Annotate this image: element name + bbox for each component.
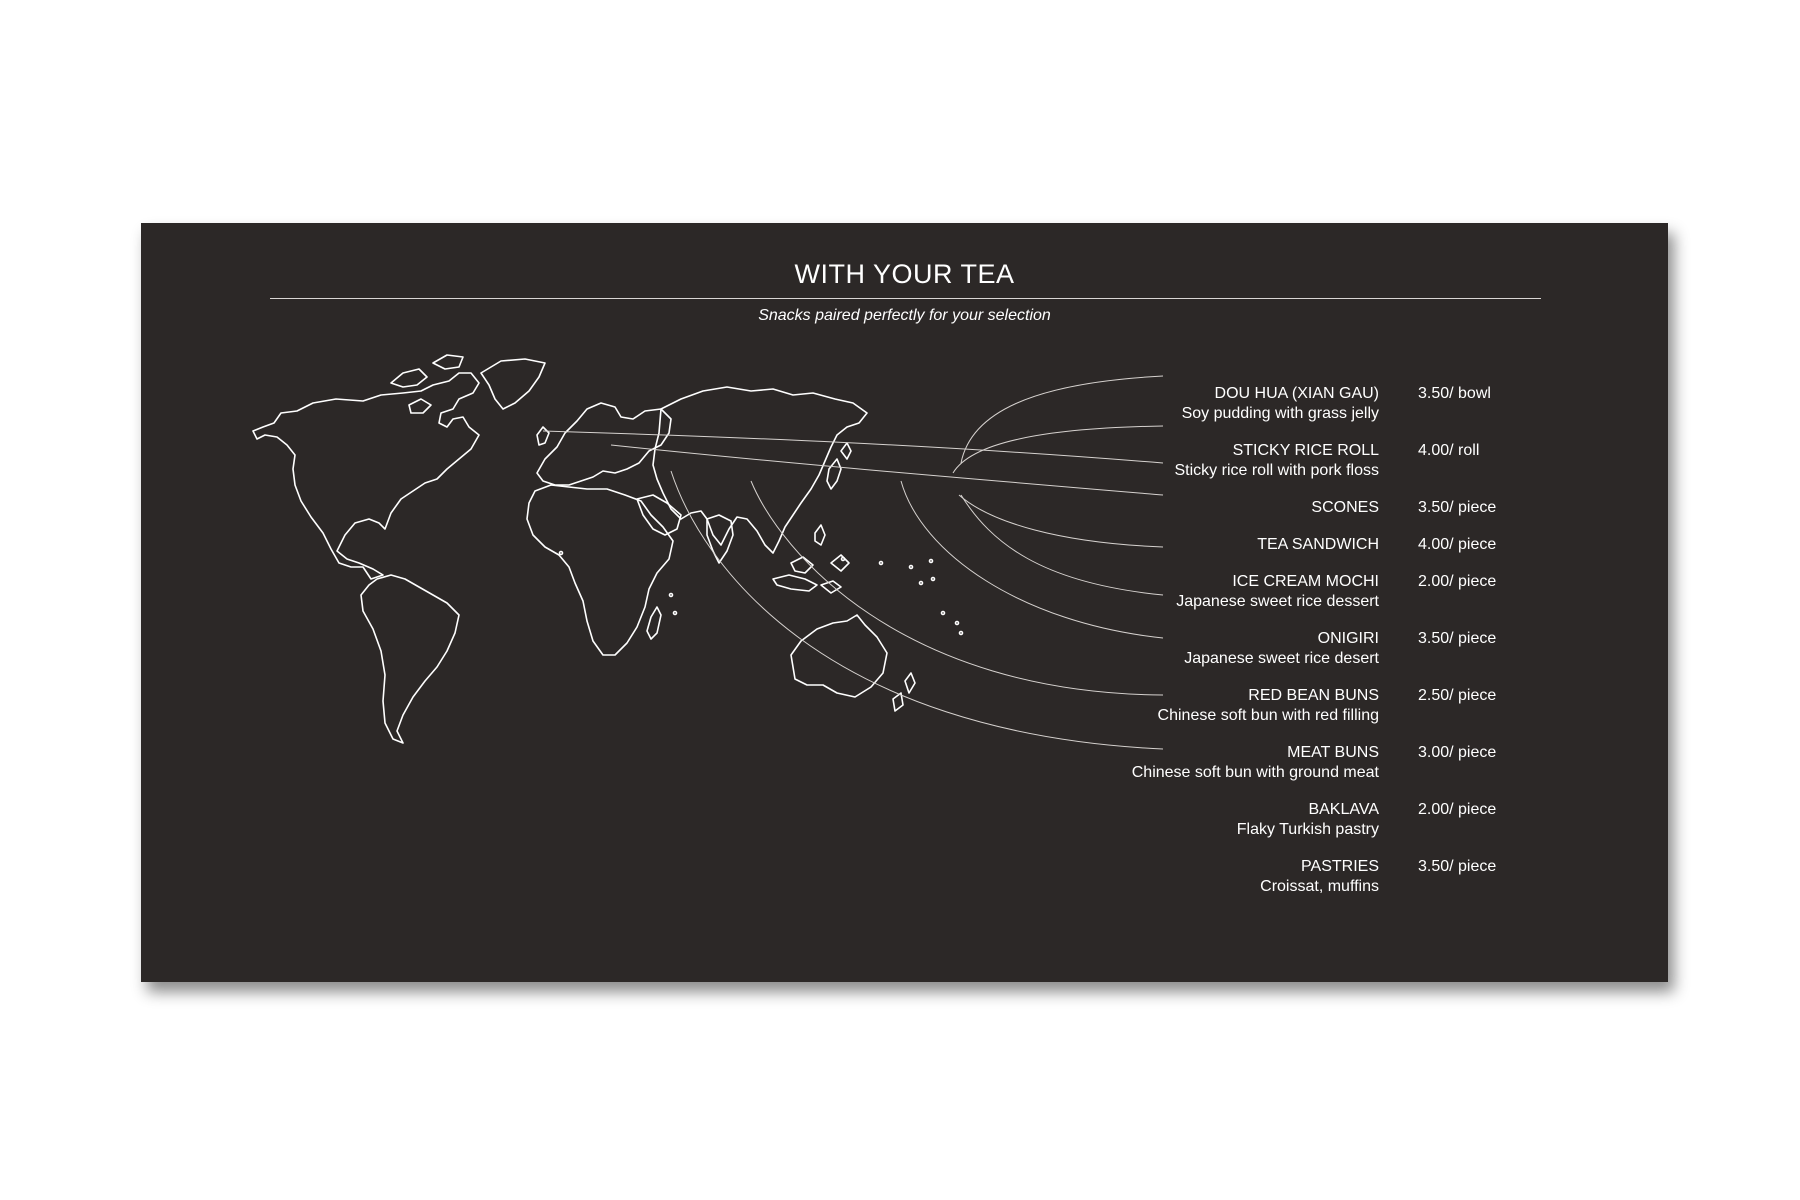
page-title: WITH YOUR TEA [794, 259, 1015, 289]
menu-item-name: PASTRIES [1301, 858, 1379, 875]
menu-item-name: BAKLAVA [1308, 801, 1379, 818]
new-zealand-outline [893, 673, 915, 711]
connector-line-red-bean-buns [901, 481, 1163, 638]
menu-item-name: DOU HUA (XIAN GAU) [1214, 385, 1379, 402]
connector-line-ice-cream-mochi [959, 495, 1163, 547]
menu-item-description: Flaky Turkish pastry [1236, 821, 1379, 838]
menu-item-description: Japanese sweet rice desert [1184, 650, 1379, 667]
menu-item-description: Soy pudding with grass jelly [1181, 405, 1379, 422]
menu-item [1141, 687, 1541, 735]
connector-lines [543, 376, 1163, 749]
menu-item-price: 3.00/ piece [1418, 744, 1497, 761]
greenland-outline [481, 359, 545, 409]
menu-item-name: SCONES [1311, 499, 1379, 516]
menu-item-price: 4.00/ piece [1418, 536, 1497, 553]
menu-item-price: 3.50/ piece [1418, 630, 1497, 647]
connector-line-sticky-rice [953, 426, 1163, 473]
menu-item [1141, 385, 1541, 433]
menu-item-description: Japanese sweet rice dessert [1176, 593, 1379, 610]
menu-item-description: Croissat, muffins [1260, 878, 1379, 895]
menu-item [1131, 744, 1541, 792]
north-america-outline [253, 373, 479, 579]
menu-item [1141, 442, 1541, 490]
menu-item-price: 3.50/ piece [1418, 499, 1497, 516]
menu-item-price: 4.00/ roll [1418, 442, 1480, 459]
page-subtitle: Snacks paired perfectly for your selection [758, 307, 1051, 324]
south-america-outline [361, 575, 459, 743]
menu-item-name: ONIGIRI [1317, 630, 1379, 647]
menu-item-price: 2.00/ piece [1418, 801, 1497, 818]
connector-line-tea-sandwich [611, 445, 1163, 495]
menu-item-price: 2.50/ piece [1418, 687, 1497, 704]
connector-line-baklava [671, 471, 1163, 749]
connector-line-dou-hua [961, 376, 1163, 463]
connector-line-scones [543, 431, 1163, 463]
menu-item-price: 2.00/ piece [1418, 573, 1497, 590]
menu-item-description: Sticky rice roll with pork floss [1174, 462, 1379, 479]
menu-item [1141, 573, 1541, 621]
africa-outline [527, 485, 673, 655]
menu-item [1141, 630, 1541, 678]
menu-item-name: TEA SANDWICH [1257, 536, 1379, 553]
menu-item-name: STICKY RICE ROLL [1232, 442, 1379, 459]
menu-item-name: RED BEAN BUNS [1248, 687, 1379, 704]
asia-outline [653, 387, 867, 553]
philippines-outline [815, 525, 825, 545]
menu-item-price: 3.50/ bowl [1418, 385, 1491, 402]
menu-item-price: 3.50/ piece [1418, 858, 1497, 875]
menu-item-name: ICE CREAM MOCHI [1232, 573, 1379, 590]
menu-item [1141, 858, 1541, 906]
madagascar-outline [647, 607, 661, 639]
arabian-peninsula-outline [637, 495, 681, 535]
menu-item-description: Chinese soft bun with ground meat [1131, 764, 1379, 781]
menu-item-description: Chinese soft bun with red filling [1157, 707, 1379, 724]
india-outline [707, 515, 733, 563]
arctic-islands-outline [391, 355, 463, 413]
menu-item-name: MEAT BUNS [1287, 744, 1379, 761]
europe-outline [537, 403, 671, 485]
british-isles-outline [537, 427, 549, 445]
australia-outline [791, 615, 887, 697]
indonesia-outline [773, 555, 849, 593]
menu-board [141, 223, 1668, 982]
menu-item [1141, 801, 1541, 849]
